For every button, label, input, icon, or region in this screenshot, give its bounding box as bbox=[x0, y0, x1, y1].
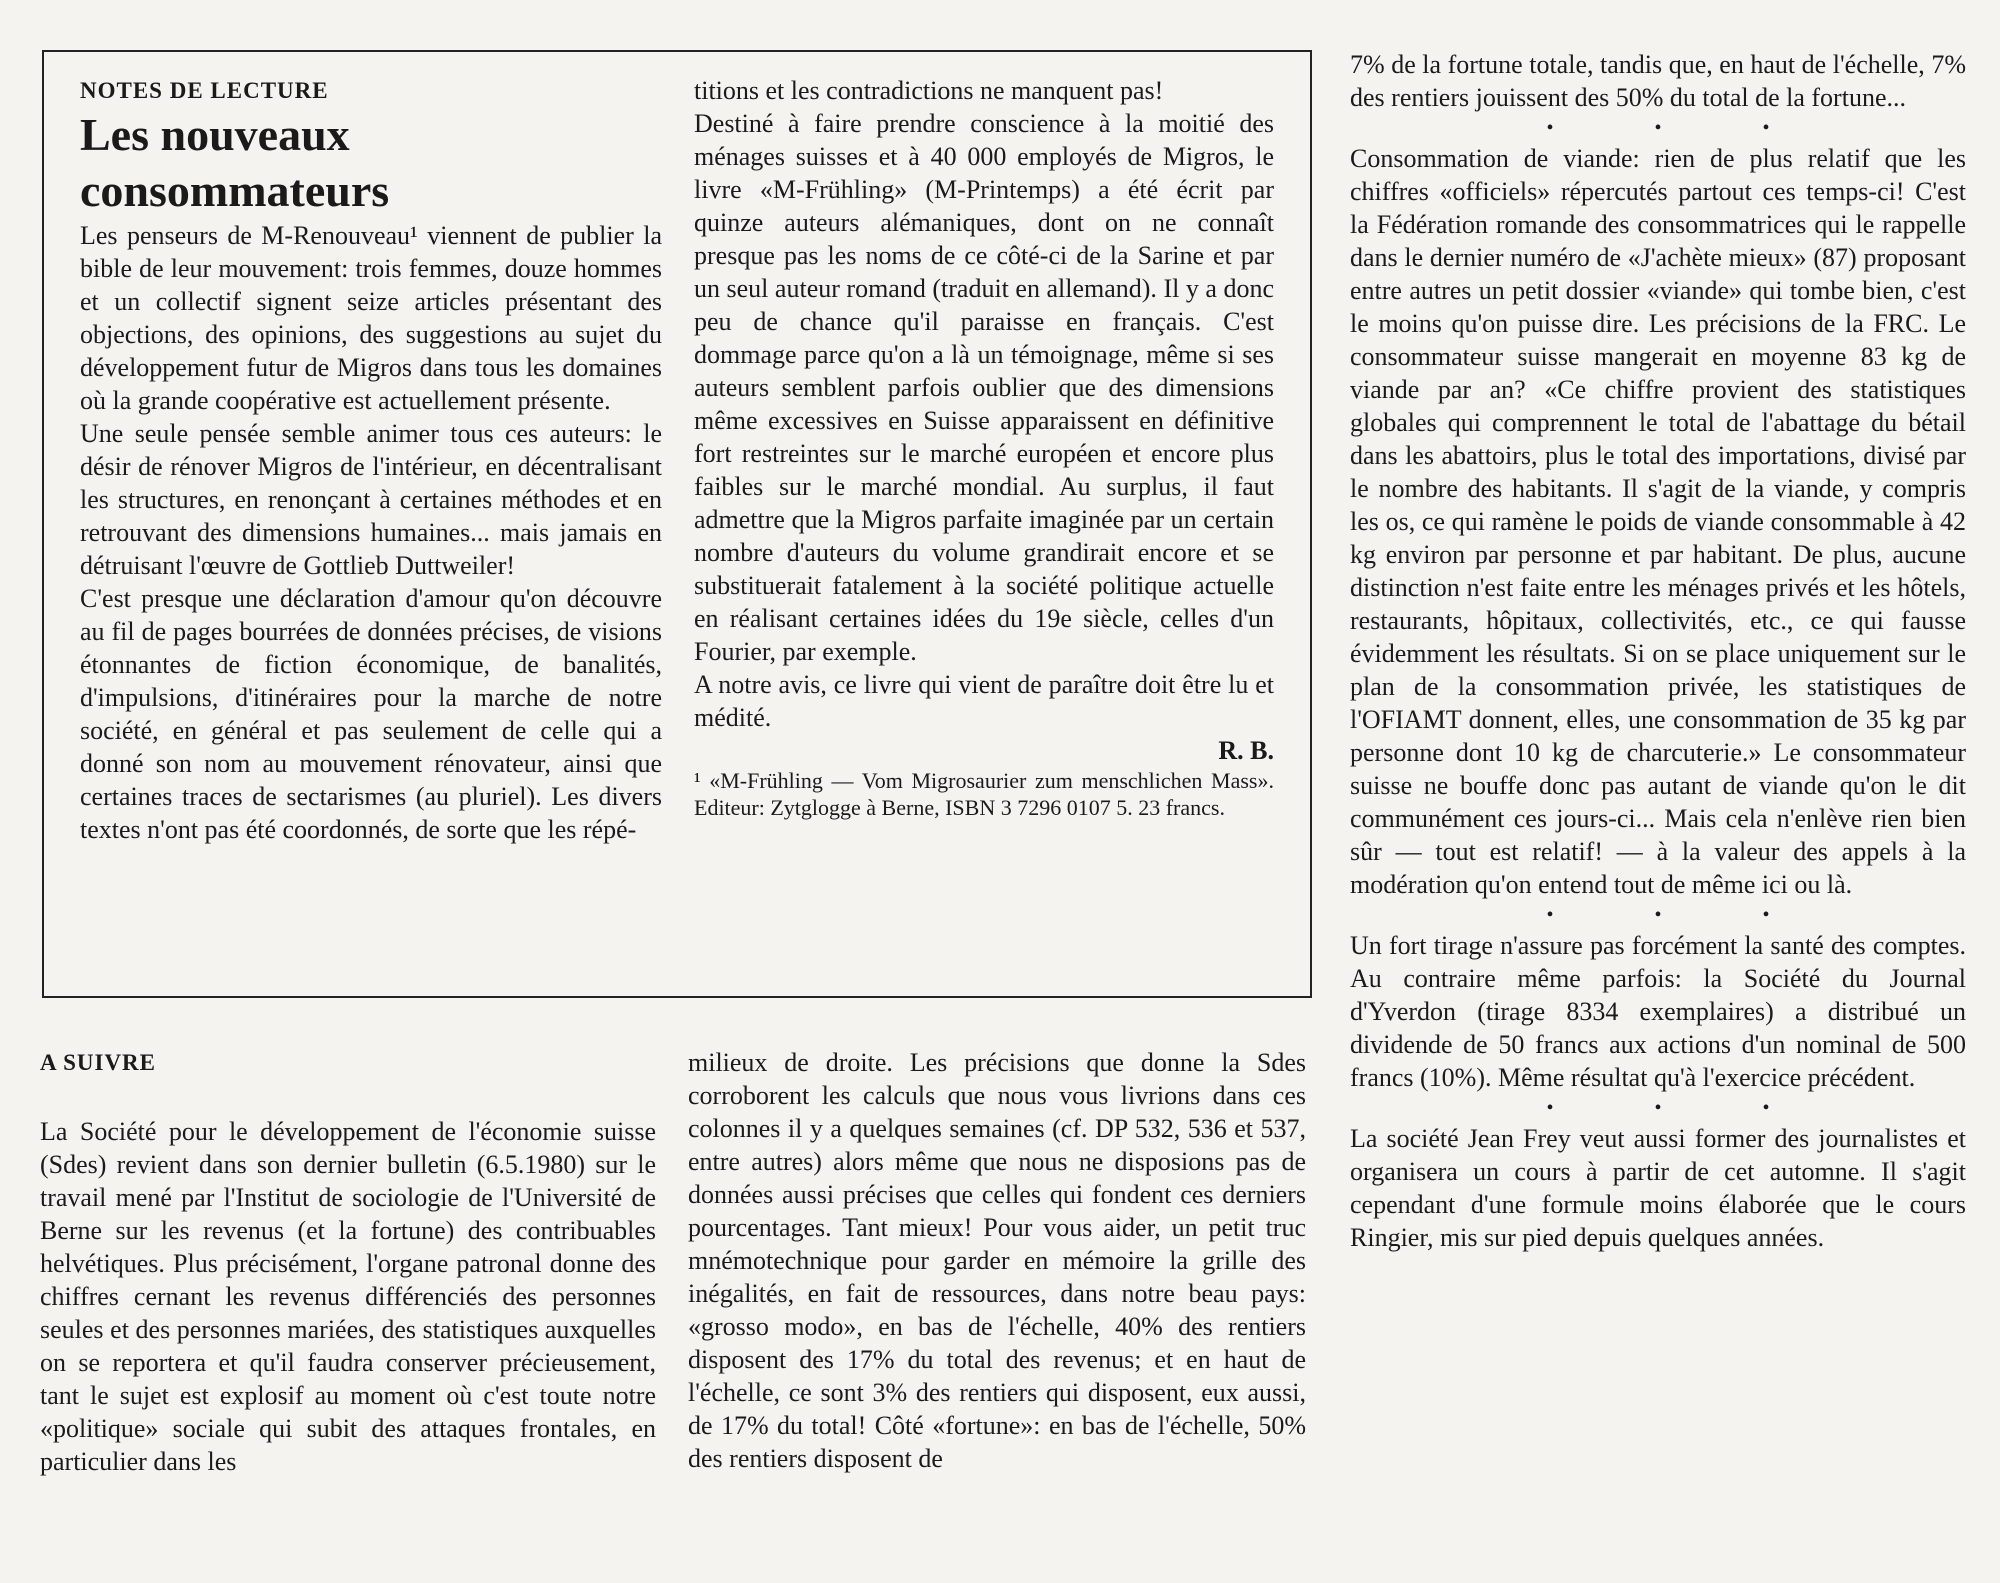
box-column-1 bbox=[80, 74, 662, 846]
separator-stars: • • • bbox=[1546, 1097, 1818, 1119]
box-paragraph: Les penseurs de M-Renouveau¹ viennent de publier la bible de leur mouvement: trois femmes, douze hommes et un collectif signent seize articles présentant des objections, des opinions, des suggestions au sujet du développement futur de Migros dans tous les domaines où la grande coopérative est actuellement présente. bbox=[80, 221, 662, 415]
suivre-paragraph: La Société pour le développement de l'économie suisse (Sdes) revient dans son dernier bulletin (6.5.1980) sur le travail mené par l'Institut de sociologie de l'Université de Berne sur les revenus (et la fortune) des contribuables helvétiques. Plus précisément, l'organe patronal donne des chiffres cernant les revenus différenciés des personnes seules et des personnes mariées, des statistiques auxquelles on se reportera et qu'il faudra conserver précieusement, tant le sujet est explosif au moment où c'est toute notre «politique» sociale qui subit des attaques frontales, en particulier dans les bbox=[40, 1117, 656, 1476]
box-paragraph: titions et les contradictions ne manquent pas! bbox=[694, 76, 1164, 105]
separator-stars: • • • bbox=[1546, 117, 1818, 139]
suivre-column-1 bbox=[40, 1046, 656, 1478]
box-kicker: NOTES DE LECTURE bbox=[80, 78, 329, 103]
suivre-paragraph: milieux de droite. Les précisions que donne la Sdes corroborent les calculs que nous vous livrions dans ces colonnes il y a quelques semaines (cf. DP 532, 536 et 537, entre autres) alors même que nous ne disposions pas de données aussi précises que celles qui fondent ces derniers pourcentages. Tant mieux! Pour vous aider, un petit truc mnémotechnique pour garder en mémoire la grille des inégalités, en fait de ressources, dans notre beau pays: «grosso modo», en bas de l'échelle, 40% des rentiers disposent des 17% du total des revenus; et en haut de l'échelle, ce sont 3% des rentiers qui disposent, eux aussi, de 17% du total! Côté «fortune»: en bas de l'échelle, 50% des rentiers disposent de bbox=[688, 1048, 1306, 1473]
box-paragraph: C'est presque une déclaration d'amour qu'on découvre au fil de pages bourrées de données précises, de visions étonnantes de fiction économique, de banalités, d'impulsions, d'itinéraires pour la marche de notre société, en général et pas seulement de celle qui a donné son nom au mouvement rénovateur, ainsi que certaines traces de sectarismes (au pluriel). Les divers textes n'ont pas été coordonnés, de sorte que les répé- bbox=[80, 584, 662, 844]
box-paragraph: Une seule pensée semble animer tous ces auteurs: le désir de rénover Migros de l'intérieur, en décentralisant les structures, en renonçant à certaines méthodes et en retrouvant des dimensions humaines... mais jamais en détruisant l'œuvre de Gottlieb Duttweiler! bbox=[80, 419, 662, 580]
suivre-kicker: A SUIVRE bbox=[40, 1050, 157, 1075]
separator-stars: • • • bbox=[1546, 904, 1818, 926]
box-column-2 bbox=[694, 74, 1274, 821]
suivre-column-2 bbox=[688, 1046, 1306, 1475]
right-paragraph: 7% de la fortune totale, tandis que, en haut de l'échelle, 7% des rentiers jouissent des 50% du total de la fortune... bbox=[1350, 50, 1966, 112]
author-signature: R. B. bbox=[1218, 736, 1274, 765]
article-title: Les nouveaux consommateurs bbox=[80, 109, 390, 216]
box-paragraph: Destiné à faire prendre conscience à la moitié des ménages suisses et à 40 000 employés de Migros, le livre «M-Frühling» (M-Printemps) a été écrit par quinze auteurs alémaniques, dont on ne connaît presque pas les noms de ce côté-ci de la Sarine et par un seul auteur romand (traduit en allemand). Il y a donc peu de chance qu'il paraisse en français. C'est dommage parce qu'on a là un témoignage, même si ses auteurs semblent parfois oublier que des dimensions même excessives en Suisse apparaissent en définitive fort restreintes sur le marché européen et encore plus faibles sur le marché mondial. Au surplus, il faut admettre que la Migros parfaite imaginée par un certain nombre d'auteurs du volume grandirait encore et se substituerait fatalement à la société politique actuelle en réalisant certaines idées du 19e siècle, celles d'un Fourier, par exemple. bbox=[694, 109, 1274, 666]
footnote: ¹ «M-Frühling — Vom Migrosaurier zum menschlichen Mass». Editeur: Zytglogge à Berne, ISBN 3 7296 0107 5. 23 francs. bbox=[694, 768, 1274, 820]
right-column bbox=[1350, 48, 1966, 1254]
right-paragraph: Un fort tirage n'assure pas forcément la santé des comptes. Au contraire même parfois: la Société du Journal d'Yverdon (tirage 8334 exemplaires) a distribué un dividende de 50 francs aux actions d'un nominal de 500 francs (10%). Même résultat qu'à l'exercice précédent. bbox=[1350, 931, 1966, 1092]
box-paragraph: A notre avis, ce livre qui vient de paraître doit être lu et médité. bbox=[694, 670, 1274, 732]
right-paragraph: La société Jean Frey veut aussi former des journalistes et organisera un cours à partir de cet automne. Il s'agit cependant d'une formule moins élaborée que le cours Ringier, mis sur pied depuis quelques années. bbox=[1350, 1124, 1966, 1252]
right-paragraph: Consommation de viande: rien de plus relatif que les chiffres «officiels» répercutés partout ces temps-ci! C'est la Fédération romande des consommatrices qui le rappelle dans le dernier numéro de «J'achète mieux» (87) proposant entre autres un petit dossier «viande» qui tombe bien, c'est le moins qu'on puisse dire. Les précisions de la FRC. Le consommateur suisse mangerait en moyenne 83 kg de viande par an? «Ce chiffre provient des statistiques globales qui comprennent le total de l'abattage du bétail dans les abattoirs, plus le total des importations, divisé par le nombre des habitants. Il s'agit de la viande, y compris les os, ce qui ramène le poids de viande consommable à 42 kg environ par personne et par habitant. De plus, aucune distinction n'est faite entre les ménages privés et les hôtels, restaurants, hôpitaux, collectivités, etc., ce qui fausse évidemment les résultats. Si on se place uniquement sur le plan de la consommation privée, les statistiques de l'OFIAMT donnent, elles, une consommation de 35 kg par personne dont 10 kg de charcuterie.» Le consommateur suisse ne bouffe donc pas autant de viande qu'on le dit communément ces jours-ci... Mais cela n'enlève rien bien sûr — tout est relatif! — à la valeur des appels à la modération qu'on entend tout de même ici ou là. bbox=[1350, 144, 1966, 899]
